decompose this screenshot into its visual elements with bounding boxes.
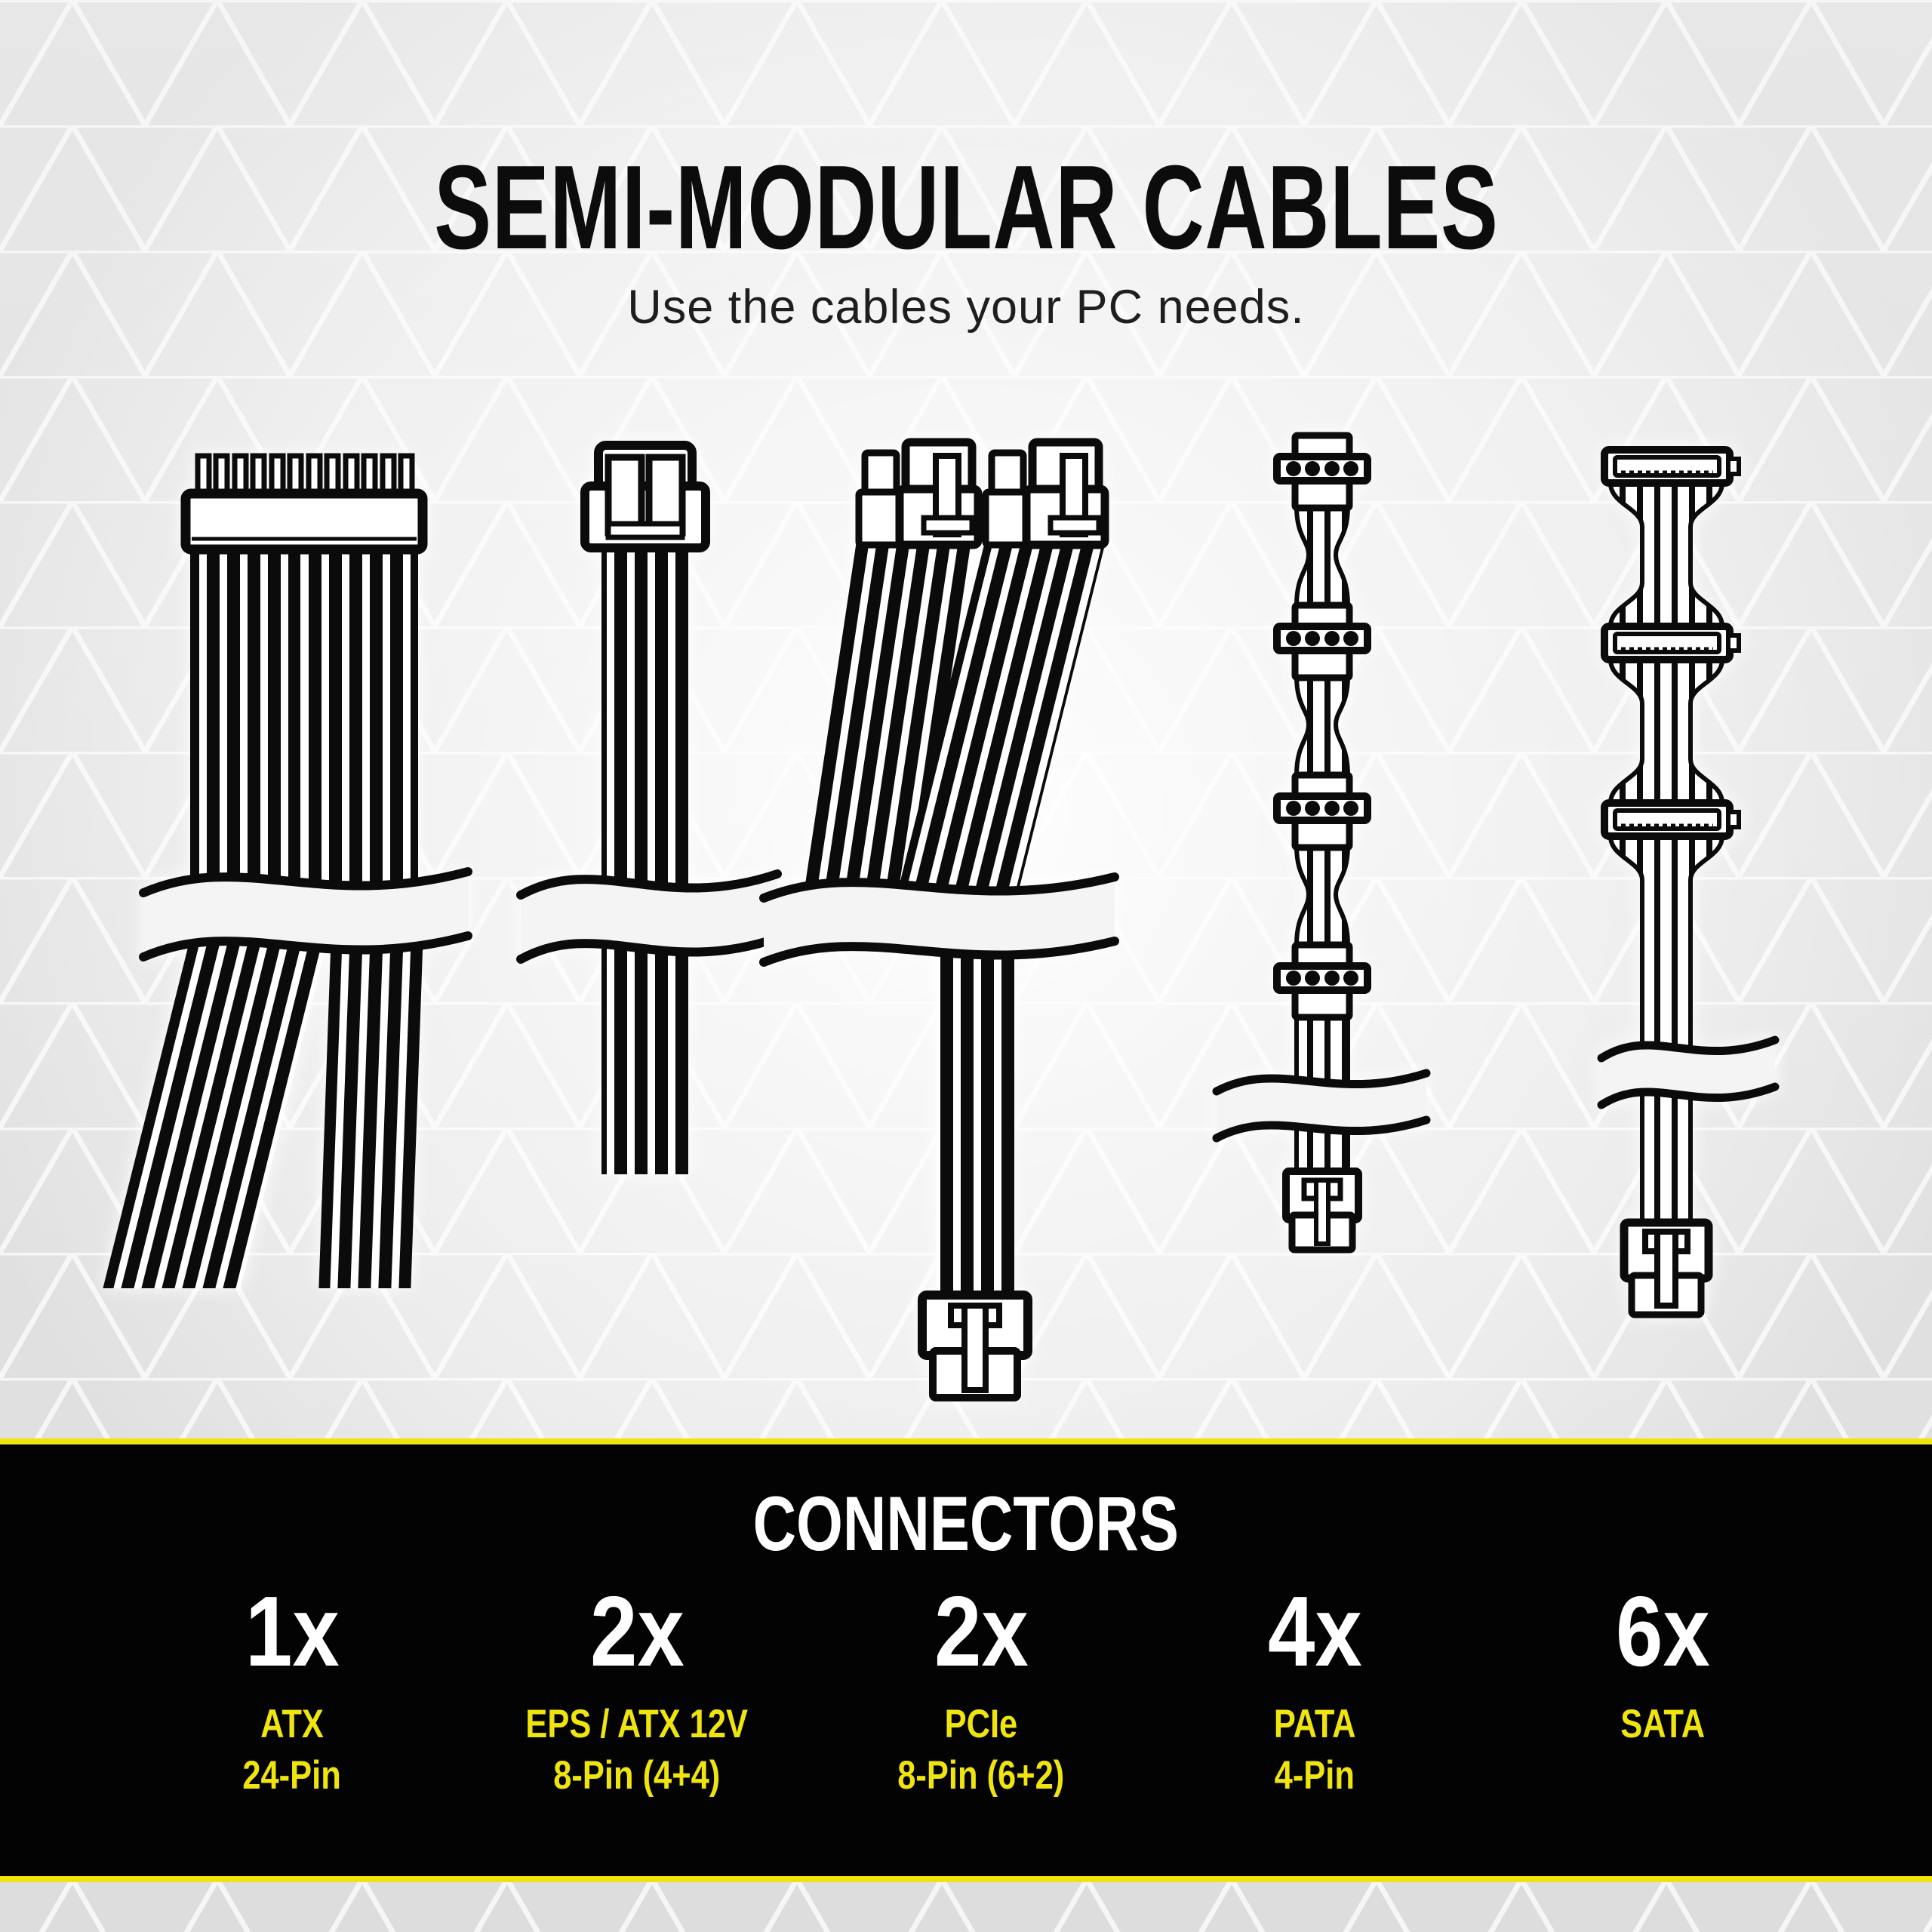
connector-count-sata: 6x <box>1615 1576 1710 1687</box>
accent-line-top <box>0 1438 1932 1444</box>
connector-name-pata: PATA <box>1273 1702 1356 1746</box>
eps-atx12v-cable-icon <box>521 445 777 1174</box>
pata-cable-icon <box>1217 435 1426 1250</box>
connector-detail-pcie: 8-Pin (6+2) <box>897 1753 1065 1798</box>
pcie-cable-icon <box>764 442 1115 1398</box>
connector-name-pcie: PCIe <box>944 1702 1018 1746</box>
connector-detail-sata <box>1489 1755 1836 1795</box>
connector-detail-atx: 24-Pin <box>242 1753 342 1798</box>
connectors-panel <box>0 1444 1932 1876</box>
connector-name-sata: SATA <box>1620 1702 1705 1746</box>
connector-count-atx: 1x <box>245 1576 340 1687</box>
connector-detail-pata: 4-Pin <box>1274 1753 1355 1798</box>
sata-cable-icon <box>1601 450 1775 1315</box>
connector-count-pcie: 2x <box>934 1576 1029 1687</box>
page-title-text: SEMI-MODULAR CABLES <box>433 141 1499 274</box>
page-title <box>0 141 1932 274</box>
page-subtitle: Use the cables your PC needs. <box>627 281 1305 334</box>
connectors-heading: CONNECTORS <box>752 1481 1180 1567</box>
connector-count-pata: 4x <box>1267 1576 1362 1687</box>
atx-24pin-cable-icon <box>103 456 468 1288</box>
connector-count-eps: 2x <box>589 1576 685 1687</box>
connector-detail-eps: 8-Pin (4+4) <box>553 1753 721 1798</box>
accent-line-bottom <box>0 1876 1932 1882</box>
connector-name-eps: EPS / ATX 12V <box>525 1702 749 1746</box>
connector-name-atx: ATX <box>260 1702 324 1746</box>
